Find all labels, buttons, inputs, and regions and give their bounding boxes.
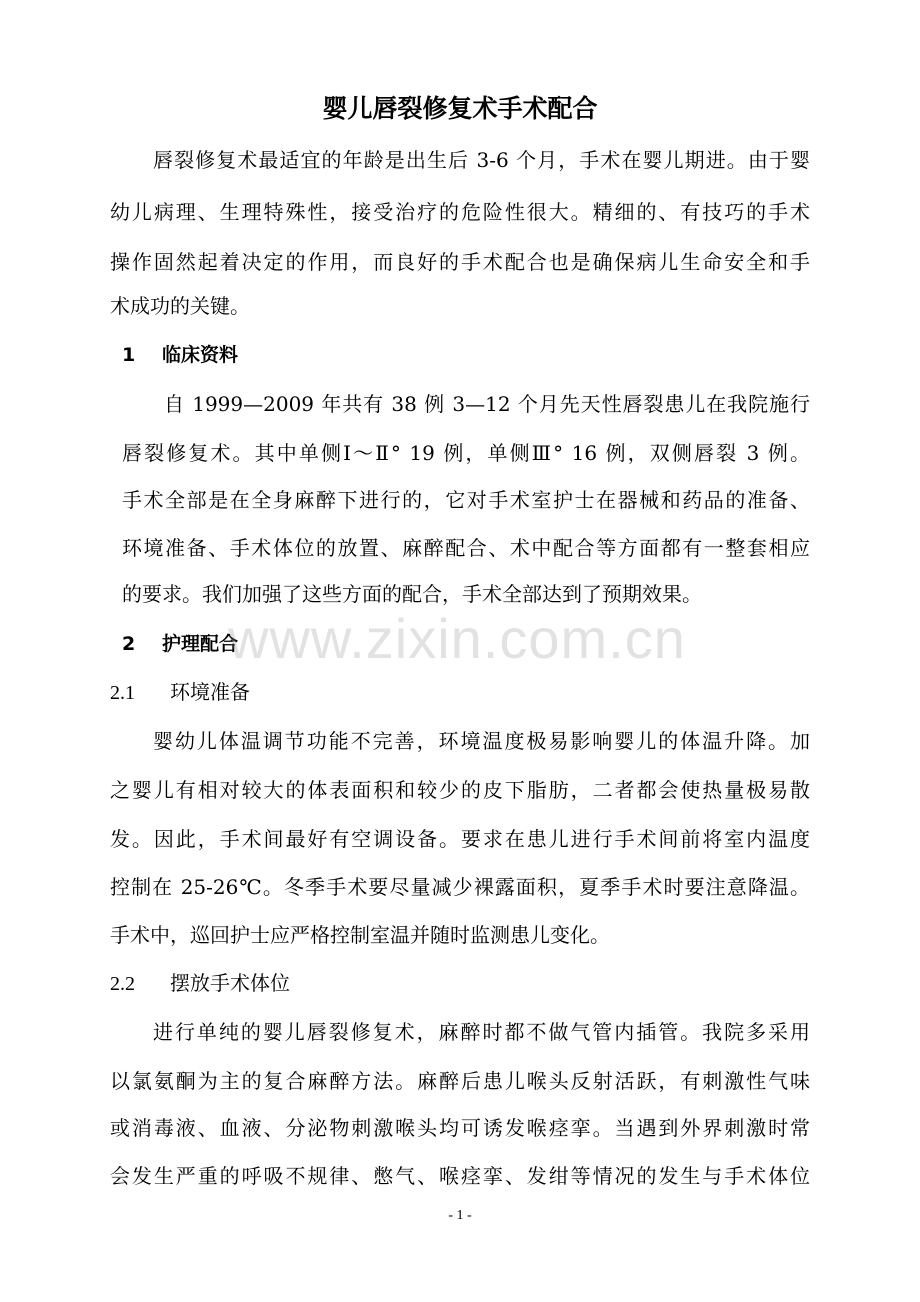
section-1-number: 1 [122, 344, 136, 366]
paragraph-1-line-4: 术成功的关键。 [110, 294, 250, 318]
paragraph-3-line-2: 之婴儿有相对较大的体表面积和较少的皮下脂肪，二者都会使热量极易散 [110, 778, 810, 802]
subsection-2-1-number: 2.1 [110, 682, 135, 704]
section-1-title: 临床资料 [162, 344, 239, 366]
paragraph-2-line-4: 环境准备、手术体位的放置、麻醉配合、术中配合等方面都有一整套相应 [122, 536, 810, 560]
paragraph-1-line-3: 操作固然起着决定的作用，而良好的手术配合也是确保病儿生命安全和手 [110, 250, 810, 274]
paragraph-3-line-1: 婴幼儿体温调节功能不完善，环境温度极易影响婴儿的体温升降。加 [153, 729, 810, 753]
section-2-number: 2 [122, 633, 136, 655]
subsection-2-2-number: 2.2 [110, 973, 135, 995]
paragraph-4-line-4: 会发生严重的呼吸不规律、憋气、喉痉挛、发绀等情况的发生与手术体位 [110, 1164, 810, 1188]
paragraph-3-line-5: 手术中，巡回护士应严格控制室温并随时监测患儿变化。 [110, 923, 610, 947]
paragraph-4-line-3: 或消毒液、血液、分泌物刺激喉头均可诱发喉痉挛。当遇到外界刺激时常 [110, 1116, 810, 1140]
document-title: 婴儿唇裂修复术手术配合 [322, 94, 598, 123]
paragraph-2-line-2: 唇裂修复术。其中单侧Ⅰ～Ⅱ° 19 例，单侧Ⅲ° 16 例，双侧唇裂 3 例。 [122, 441, 810, 465]
paragraph-4-line-2: 以氯氨酮为主的复合麻醉方法。麻醉后患儿喉头反射活跃，有刺激性气味 [110, 1069, 810, 1093]
subsection-2-1-title: 环境准备 [170, 680, 250, 704]
paragraph-3-line-3: 发。因此，手术间最好有空调设备。要求在患儿进行手术间前将室内温度 [110, 827, 810, 851]
subsection-2-2-heading [110, 969, 290, 998]
watermark: www.zixin.com.cn [228, 607, 686, 670]
paragraph-2-line-1: 自 1999—2009 年共有 38 例 3—12 个月先天性唇裂患儿在我院施行 [164, 392, 810, 416]
page-number: - 1 - [448, 1208, 472, 1223]
paragraph-4-line-1: 进行单纯的婴儿唇裂修复术，麻醉时都不做气管内插管。我院多采用 [153, 1020, 810, 1044]
section-1-heading [122, 341, 238, 369]
section-2-heading [122, 630, 238, 658]
paragraph-3-line-4: 控制在 25-26℃。冬季手术要尽量减少裸露面积，夏季手术时要注意降温。 [110, 875, 810, 899]
section-2-title: 护理配合 [162, 633, 239, 655]
paragraph-1-line-2: 幼儿病理、生理特殊性，接受治疗的危险性很大。精细的、有技巧的手术 [110, 200, 810, 224]
paragraph-2-line-5: 的要求。我们加强了这些方面的配合，手术全部达到了预期效果。 [122, 582, 702, 606]
subsection-2-2-title: 摆放手术体位 [170, 971, 290, 995]
paragraph-2-line-3: 手术全部是在全身麻醉下进行的，它对手术室护士在器械和药品的准备、 [122, 488, 810, 512]
subsection-2-1-heading [110, 678, 250, 707]
paragraph-1-line-1: 唇裂修复术最适宜的年龄是出生后 3-6 个月，手术在婴儿期进。由于婴 [153, 148, 810, 172]
